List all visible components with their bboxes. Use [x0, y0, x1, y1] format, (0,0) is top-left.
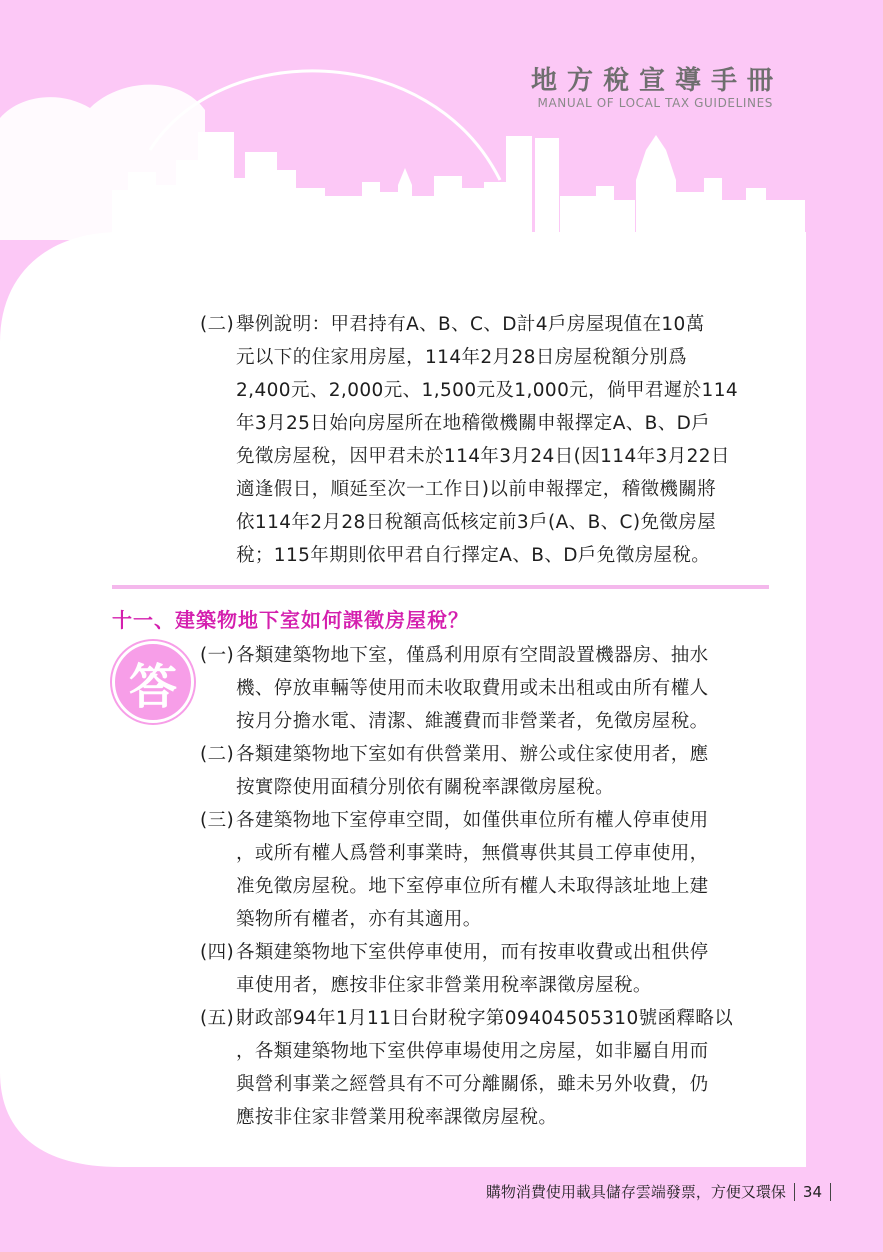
section-heading: 十一、建築物地下室如何課徵房屋稅？ — [112, 608, 469, 632]
text-line: 築物所有權者，亦有其適用。 — [236, 909, 482, 930]
text-line: 各建築物地下室停車空間，如僅供車位所有權人停車使用 — [236, 810, 709, 831]
text-line: 財政部94年1月11日台財稅字第09404505310號函釋略以 — [236, 1008, 734, 1029]
item-text — [236, 936, 780, 969]
text-line: 與營利事業之經營具有不可分離關係，雖未另外收費，仍 — [236, 1074, 709, 1095]
item-continuation — [200, 837, 780, 936]
text-line: ，各類建築物地下室供停車場使用之房屋，如非屬自用而 — [236, 1041, 709, 1062]
footer-slogan: 購物消費使用載具儲存雲端發票，方便又環保 — [485, 1183, 786, 1201]
text-line: 年3月25日始向房屋所在地稽徵機關申報擇定A、B、D戶 — [236, 413, 711, 434]
item-label: (四) — [200, 942, 235, 963]
text-line: 各類建築物地下室供停車使用，而有按車收費或出租供停 — [236, 942, 709, 963]
item-text — [236, 308, 780, 341]
item-continuation — [200, 771, 780, 804]
text-line: 機、停放車輛等使用而未收取費用或未出租或由所有權人 — [236, 678, 709, 699]
footer-separator — [794, 1183, 795, 1201]
example-continuation — [200, 341, 780, 572]
item-label: (二) — [200, 314, 235, 335]
header-title: 地方稅宣導手冊 — [530, 66, 783, 96]
item-label: (一) — [200, 645, 235, 666]
answer-item — [200, 639, 780, 672]
item-label: (五) — [200, 1008, 235, 1029]
item-text — [236, 639, 780, 672]
item-continuation — [200, 672, 780, 738]
item-text — [236, 738, 780, 771]
item-text — [236, 1002, 780, 1035]
text-line: 免徵房屋稅，因甲君未於114年3月24日(因114年3月22日 — [236, 446, 730, 467]
answer-list — [200, 639, 780, 1134]
answer-item — [200, 936, 780, 969]
item-continuation — [200, 1035, 780, 1134]
text-line: 各類建築物地下室，僅爲利用原有空間設置機器房、抽水 — [236, 645, 709, 666]
example-item — [200, 308, 780, 341]
answer-item — [200, 1002, 780, 1035]
text-line: 按實際使用面積分別依有關稅率課徵房屋稅。 — [236, 777, 615, 798]
text-line: 稅；115年期則依甲君自行擇定A、B、D戶免徵房屋稅。 — [236, 545, 711, 566]
answer-item — [200, 804, 780, 837]
text-line: 2,400元、2,000元、1,500元及1,000元，倘甲君遲於114 — [236, 380, 739, 401]
section-divider — [112, 585, 769, 589]
item-label: (二) — [200, 744, 235, 765]
item-label: (三) — [200, 810, 235, 831]
text-line: 按月分擔水電、清潔、維護費而非營業者，免徵房屋稅。 — [236, 711, 709, 732]
text-line: 准免徵房屋稅。地下室停車位所有權人未取得該址地上建 — [236, 876, 709, 897]
text-line: 適逢假日，順延至次一工作日)以前申報擇定，稽徵機關將 — [236, 479, 717, 500]
city-skyline-illustration — [0, 0, 883, 240]
header-subtitle: MANUAL OF LOCAL TAX GUIDELINES — [537, 96, 773, 110]
page-footer — [486, 1181, 831, 1202]
item-continuation — [200, 969, 780, 1002]
text-line: 車使用者，應按非住家非營業用稅率課徵房屋稅。 — [236, 975, 652, 996]
text-line: 各類建築物地下室如有供營業用、辦公或住家使用者，應 — [236, 744, 709, 765]
answer-item — [200, 738, 780, 771]
text-line: 元以下的住家用房屋，114年2月28日房屋稅額分別爲 — [236, 347, 688, 368]
footer-separator — [830, 1183, 831, 1201]
text-line: 舉例說明：甲君持有A、B、C、D計4戶房屋現值在10萬 — [236, 314, 705, 335]
text-line: ，或所有權人爲營利事業時，無償專供其員工停車使用， — [236, 843, 709, 864]
example-block — [200, 308, 780, 572]
answer-badge: 答 — [112, 641, 194, 723]
item-text — [236, 804, 780, 837]
page-number: 34 — [802, 1182, 822, 1201]
text-line: 依114年2月28日稅額高低核定前3戶(A、B、C)免徵房屋 — [236, 512, 717, 533]
text-line: 應按非住家非營業用稅率課徵房屋稅。 — [236, 1107, 558, 1128]
